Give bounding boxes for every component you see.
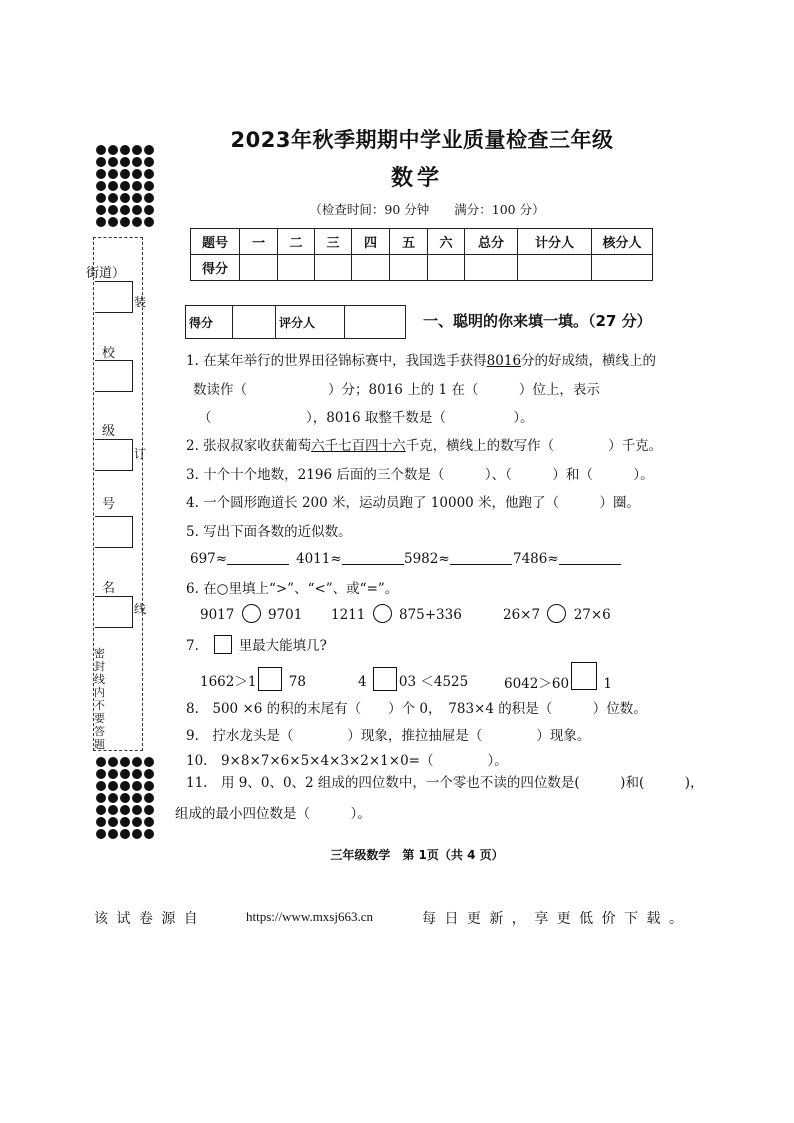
registration-dot xyxy=(132,781,142,791)
binding-field-number[interactable] xyxy=(95,516,133,548)
registration-dot xyxy=(96,793,106,803)
section-grader-label: 评分人 xyxy=(276,306,345,339)
question-5: 5. 写出下面各数的近似数。 xyxy=(186,524,352,540)
answer-blank[interactable] xyxy=(342,550,404,565)
warning-char: 封 xyxy=(94,660,105,673)
score-cell: 三 xyxy=(315,229,352,255)
registration-dot xyxy=(108,817,118,827)
registration-dot xyxy=(144,805,154,815)
registration-dot xyxy=(108,781,118,791)
source-text-left: 该 试 卷 源 自 xyxy=(94,911,200,927)
binding-label-number: 号 xyxy=(102,497,116,512)
compare-circle-icon[interactable] xyxy=(242,604,261,623)
q6-right: 27×6 xyxy=(573,607,611,623)
score-input-cell[interactable] xyxy=(352,255,390,281)
section-score-label: 得分 xyxy=(186,306,233,339)
section-heading: 一、聪明的你来填一填。（27 分） xyxy=(423,312,652,330)
q2-text-a: 2. 张叔叔家收获葡萄 xyxy=(186,438,312,454)
q5-item xyxy=(404,550,512,567)
registration-dot xyxy=(144,817,154,827)
page-number: 三年级数学 第 1页（共 4 页） xyxy=(330,848,504,862)
score-cell: 计分人 xyxy=(518,229,592,255)
registration-dot xyxy=(96,829,106,839)
question-3: 3. 十个十个地数，2196 后面的三个数是（ ）、（ ）和（ ）。 xyxy=(186,467,654,483)
q7-text: 里最大能填几? xyxy=(238,638,327,654)
q6-item xyxy=(200,604,302,623)
registration-dot xyxy=(96,217,106,227)
q5-item-text: 5982≈ xyxy=(404,551,450,567)
registration-dot xyxy=(144,757,154,767)
registration-dot xyxy=(120,817,130,827)
registration-dot xyxy=(132,769,142,779)
score-input-cell[interactable] xyxy=(465,255,518,281)
question-9: 9. 拧水龙头是（ ）现象，推拉抽屉是（ ）现象。 xyxy=(186,728,591,744)
score-cell: 一 xyxy=(240,229,278,255)
registration-dot xyxy=(120,793,130,803)
registration-dot xyxy=(132,793,142,803)
score-input-cell[interactable] xyxy=(390,255,428,281)
q7-left: 6042＞60 xyxy=(504,676,570,692)
q7-left: 4 xyxy=(358,674,367,690)
answer-square-box[interactable] xyxy=(571,662,597,690)
q7-item xyxy=(504,662,612,692)
answer-blank[interactable] xyxy=(227,550,289,565)
registration-dot xyxy=(144,217,154,227)
source-text-right: 每 日 更 新 ， 享 更 低 价 下 载 。 xyxy=(422,911,685,927)
q7-right: 1 xyxy=(603,676,612,692)
binding-warning xyxy=(94,647,105,751)
q6-left: 9017 xyxy=(200,607,235,623)
q5-item-text: 4011≈ xyxy=(296,551,342,567)
compare-circle-icon[interactable] xyxy=(373,604,392,623)
question-1-line-1 xyxy=(186,349,656,369)
question-1-line-3: （ ），8016 取整千数是（ ）。 xyxy=(198,410,534,426)
score-input-cell[interactable] xyxy=(278,255,315,281)
q5-item-text: 697≈ xyxy=(190,551,228,567)
registration-dot xyxy=(96,757,106,767)
answer-blank[interactable] xyxy=(450,550,512,565)
score-cell: 二 xyxy=(278,229,315,255)
q6-left: 1211 xyxy=(331,607,366,623)
q7-number: 7. xyxy=(186,638,199,654)
question-8: 8. 500 ×6 的积的末尾有（ ）个 0， 783×4 的积是（ ）位数。 xyxy=(186,701,647,717)
score-input-cell[interactable] xyxy=(428,255,465,281)
warning-char: 线 xyxy=(94,673,105,686)
score-input-cell[interactable] xyxy=(518,255,592,281)
question-11-line-1: 11. 用 9、0、0、2 组成的四位数中，一个零也不读的四位数是( )和( )， xyxy=(186,775,704,791)
registration-dot xyxy=(96,817,106,827)
q1-text-a2: 分的好成绩，横线上的 xyxy=(521,353,657,369)
q7-left: 1662＞1 xyxy=(200,674,257,690)
registration-dot xyxy=(108,805,118,815)
binding-label-school: 校 xyxy=(102,346,116,361)
registration-dot xyxy=(132,817,142,827)
binding-field-school[interactable] xyxy=(95,360,133,392)
warning-char: 不 xyxy=(94,699,105,712)
q6-item xyxy=(503,604,611,623)
registration-dot xyxy=(96,805,106,815)
q5-item xyxy=(513,550,621,567)
compare-circle-icon[interactable] xyxy=(547,604,566,623)
answer-square-box[interactable] xyxy=(258,667,282,691)
score-cell: 六 xyxy=(428,229,465,255)
question-2 xyxy=(186,434,662,454)
q7-item xyxy=(200,667,306,691)
binding-char-ding: 订 xyxy=(134,447,147,461)
registration-dot xyxy=(120,805,130,815)
binding-char-zhuang: 装 xyxy=(134,295,147,309)
warning-char: 答 xyxy=(94,725,105,738)
score-cell: 总分 xyxy=(465,229,518,255)
registration-dot xyxy=(120,769,130,779)
q1-text-a: 1. 在某年举行的世界田径锦标赛中，我国选手获得 xyxy=(186,353,487,369)
warning-char: 内 xyxy=(94,686,105,699)
registration-dot xyxy=(96,781,106,791)
registration-dot xyxy=(144,781,154,791)
q7-right: 78 xyxy=(288,674,306,690)
question-10: 10. 9×8×7×6×5×4×3×2×1×0=（ ）。 xyxy=(186,753,508,769)
square-box-icon xyxy=(214,635,232,654)
q5-item-text: 7486≈ xyxy=(513,551,559,567)
registration-dot xyxy=(108,793,118,803)
section-score-field[interactable] xyxy=(233,306,276,339)
score-table-score-row xyxy=(191,255,653,281)
binding-char-xian: 线 xyxy=(134,602,147,616)
section-score-box xyxy=(185,305,406,339)
exam-title: 2023年秋季期期中学业质量检查三年级 xyxy=(230,128,614,152)
score-cell: 题号 xyxy=(191,229,240,255)
registration-dot xyxy=(144,769,154,779)
q5-item xyxy=(190,550,289,567)
registration-dot xyxy=(108,217,118,227)
binding-field-class[interactable] xyxy=(95,439,133,471)
q7-right: 03 ＜4525 xyxy=(398,674,469,690)
q2-underlined-words: 六千七百四十六 xyxy=(311,438,406,454)
question-11-line-2: 组成的最小四位数是（ ）。 xyxy=(175,806,371,822)
registration-dot xyxy=(132,805,142,815)
registration-dot xyxy=(132,829,142,839)
q6-left: 26×7 xyxy=(503,607,541,623)
registration-dot xyxy=(96,769,106,779)
registration-dots-bottom xyxy=(96,757,154,839)
registration-dot xyxy=(108,769,118,779)
binding-label-name: 名 xyxy=(102,581,116,596)
answer-square-box[interactable] xyxy=(373,667,397,691)
q1-underlined-number: 8016 xyxy=(486,353,522,369)
registration-dot xyxy=(132,217,142,227)
score-cell: 核分人 xyxy=(592,229,653,255)
section-grader-field[interactable] xyxy=(345,306,406,339)
q7-item xyxy=(358,667,468,691)
q2-text-b: 千克，横线上的数写作（ ）千克。 xyxy=(405,438,663,454)
question-4: 4. 一个圆形跑道长 200 米，运动员跑了 10000 米，他跑了（ ）圈。 xyxy=(186,495,641,511)
question-1-line-2: 数读作（ ）分；8016 上的 1 在（ ）位上，表示 xyxy=(193,382,600,398)
exam-info: （检查时间：90 分钟 满分：100 分） xyxy=(309,202,545,217)
binding-label-street: 街道） xyxy=(86,266,126,281)
registration-dot xyxy=(132,757,142,767)
registration-dot xyxy=(108,829,118,839)
q5-item xyxy=(296,550,404,567)
registration-dot xyxy=(144,829,154,839)
binding-field-name[interactable] xyxy=(95,596,133,628)
q6-right: 9701 xyxy=(267,607,303,623)
q6-item xyxy=(331,604,462,623)
binding-field-street[interactable] xyxy=(95,281,133,313)
q6-right: 875+336 xyxy=(398,607,462,623)
answer-blank[interactable] xyxy=(559,550,621,565)
score-table xyxy=(190,228,653,281)
source-url[interactable]: https://www.mxsj663.cn xyxy=(246,909,373,924)
score-cell: 四 xyxy=(352,229,390,255)
warning-char: 密 xyxy=(94,647,105,660)
binding-label-class: 级 xyxy=(102,424,116,439)
subject-title: 数学 xyxy=(390,166,443,191)
registration-dot xyxy=(144,793,154,803)
warning-char: 要 xyxy=(94,712,105,725)
score-row-label: 得分 xyxy=(191,255,240,281)
score-cell: 五 xyxy=(390,229,428,255)
registration-dot xyxy=(120,757,130,767)
score-table-header-row xyxy=(191,229,653,255)
score-input-cell[interactable] xyxy=(240,255,278,281)
score-input-cell[interactable] xyxy=(592,255,653,281)
registration-dot xyxy=(108,757,118,767)
registration-dot xyxy=(120,829,130,839)
registration-dot xyxy=(120,781,130,791)
score-input-cell[interactable] xyxy=(315,255,352,281)
question-6: 6. 在○里填上“>”、“<”、或“=”。 xyxy=(186,581,399,597)
question-7 xyxy=(186,634,327,654)
registration-dot xyxy=(120,217,130,227)
warning-char: 题 xyxy=(94,738,105,751)
